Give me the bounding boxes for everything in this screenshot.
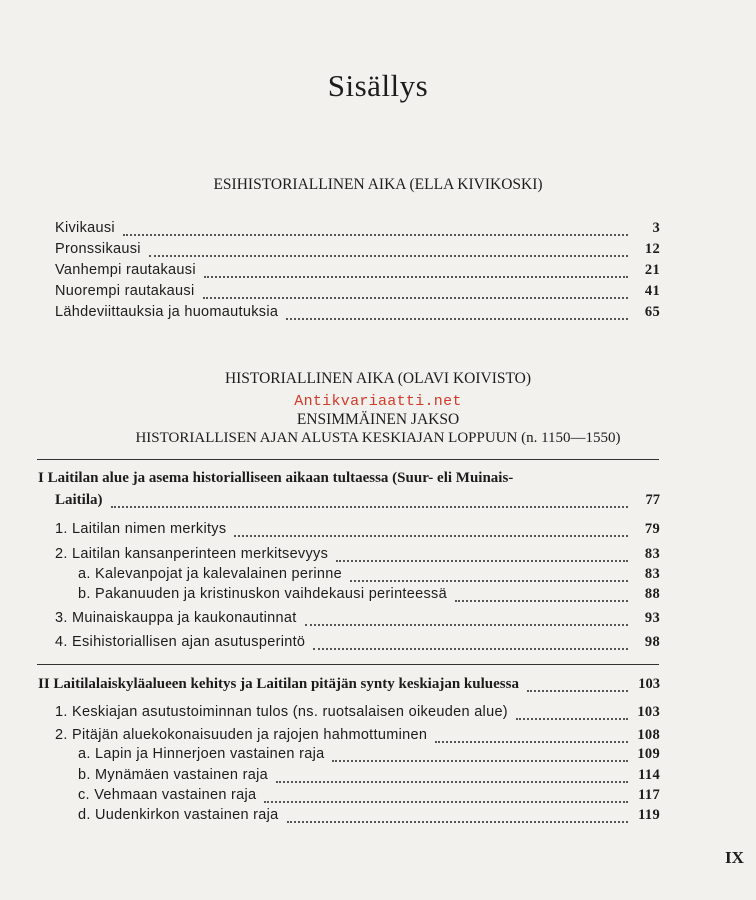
toc-entry-label: 4. Esihistoriallisen ajan asutusperintö <box>55 634 306 650</box>
toc-entry <box>78 807 660 827</box>
toc-entry-page: 3 <box>652 220 660 236</box>
toc-entry <box>55 304 660 324</box>
chapter1-title-line2 <box>55 492 660 512</box>
page-title: Sisällys <box>327 68 429 103</box>
toc-entry-page: 83 <box>644 546 660 562</box>
toc-entry-label: Vanhempi rautakausi <box>55 262 196 278</box>
page-number: IX <box>725 848 744 867</box>
chapter2-title-label: II Laitilalaiskyläalueen kehitys ja Laitilan pitäjän synty keskiajan kuluessa <box>38 676 519 692</box>
toc-entry <box>55 220 660 240</box>
dot-leader <box>287 821 628 823</box>
toc-entry <box>55 521 660 541</box>
toc-entry-label: a. Lapin ja Hinnerjoen vastainen raja <box>78 746 325 762</box>
toc-entry-label: b. Pakanuuden ja kristinuskon vaihdekausi perinteessä <box>78 586 447 602</box>
divider <box>37 459 659 460</box>
toc-entry-page: 65 <box>644 304 660 320</box>
toc-entry-label: Kivikausi <box>55 220 115 236</box>
dot-leader <box>455 600 628 602</box>
toc-entry-page: 79 <box>644 521 660 537</box>
chapter1-title-line1: I Laitilan alue ja asema historialliseen aikaan tultaessa (Suur- eli Muinais- <box>38 470 514 486</box>
dot-leader <box>286 318 628 320</box>
toc-entry-label: 2. Pitäjän aluekokonaisuuden ja rajojen hahmottuminen <box>55 727 428 743</box>
part1-heading: ESIHISTORIALLINEN AIKA (ELLA KIVIKOSKI) <box>213 176 543 193</box>
toc-entry <box>55 262 660 282</box>
toc-entry-page: 103 <box>637 704 660 720</box>
toc-entry-page: 41 <box>644 283 660 299</box>
dot-leader <box>149 255 628 257</box>
part2-subtitle: HISTORIALLISEN AJAN ALUSTA KESKIAJAN LOPPUUN (n. 1150—1550) <box>135 430 621 446</box>
toc-entry <box>78 586 660 606</box>
toc-entry-label: Pronssikausi <box>55 241 141 257</box>
toc-entry <box>55 241 660 261</box>
toc-entry-label: 1. Keskiajan asutustoiminnan tulos (ns. ruotsalaisen oikeuden alue) <box>55 704 508 720</box>
toc-entry-label: Nuorempi rautakausi <box>55 283 195 299</box>
dot-leader <box>313 648 628 650</box>
dot-leader <box>276 781 628 783</box>
dot-leader <box>332 760 628 762</box>
chapter1-title-continued: Laitila) <box>55 492 103 508</box>
toc-entry <box>55 283 660 303</box>
toc-entry-page: 109 <box>637 746 660 762</box>
toc-entry-label: c. Vehmaan vastainen raja <box>78 787 257 803</box>
toc-entry-page: 93 <box>644 610 660 626</box>
dot-leader <box>264 801 628 803</box>
dot-leader <box>123 234 628 236</box>
toc-entry <box>78 787 660 807</box>
dot-leader <box>336 560 628 562</box>
dot-leader <box>203 297 629 299</box>
part2-heading: HISTORIALLINEN AIKA (OLAVI KOIVISTO) <box>224 370 532 387</box>
toc-entry-label: a. Kalevanpojat ja kalevalainen perinne <box>78 566 343 582</box>
dot-leader <box>527 690 628 692</box>
toc-entry <box>78 746 660 766</box>
toc-entry-label: 3. Muinaiskauppa ja kaukonautinnat <box>55 610 297 626</box>
toc-entry-label: 2. Laitilan kansanperinteen merkitsevyys <box>55 546 329 562</box>
toc-entry-page: 114 <box>638 767 660 783</box>
toc-entry-page: 83 <box>644 566 660 582</box>
chapter2-title <box>38 676 660 696</box>
toc-entry-page: 21 <box>644 262 660 278</box>
dot-leader <box>350 580 628 582</box>
toc-entry <box>55 634 660 654</box>
toc-entry-page: 117 <box>638 787 660 803</box>
toc-entry <box>78 566 660 586</box>
toc-entry <box>55 546 660 566</box>
toc-entry-page: 108 <box>637 727 660 743</box>
toc-entry-page: 88 <box>644 586 660 602</box>
watermark: Antikvariaatti.net <box>294 393 462 410</box>
toc-entry-page: 12 <box>644 241 660 257</box>
toc-entry-page: 119 <box>638 807 660 823</box>
toc-entry <box>55 704 660 724</box>
toc-entry <box>55 610 660 630</box>
dot-leader <box>516 718 628 720</box>
toc-entry-label: d. Uudenkirkon vastainen raja <box>78 807 279 823</box>
dot-leader <box>234 535 628 537</box>
toc-entry <box>55 727 660 747</box>
toc-entry-label: 1. Laitilan nimen merkitys <box>55 521 227 537</box>
part2-subheading: ENSIMMÄINEN JAKSO <box>296 411 460 428</box>
toc-entry <box>78 767 660 787</box>
toc-entry-label: Lähdeviittauksia ja huomautuksia <box>55 304 279 320</box>
dot-leader <box>204 276 628 278</box>
dot-leader <box>435 741 628 743</box>
dot-leader <box>111 506 629 508</box>
toc-entry-page: 103 <box>638 676 660 692</box>
divider <box>37 664 659 665</box>
toc-entry-page: 98 <box>644 634 660 650</box>
dot-leader <box>305 624 628 626</box>
toc-entry-page: 77 <box>645 492 660 508</box>
toc-entry-label: b. Mynämäen vastainen raja <box>78 767 268 783</box>
